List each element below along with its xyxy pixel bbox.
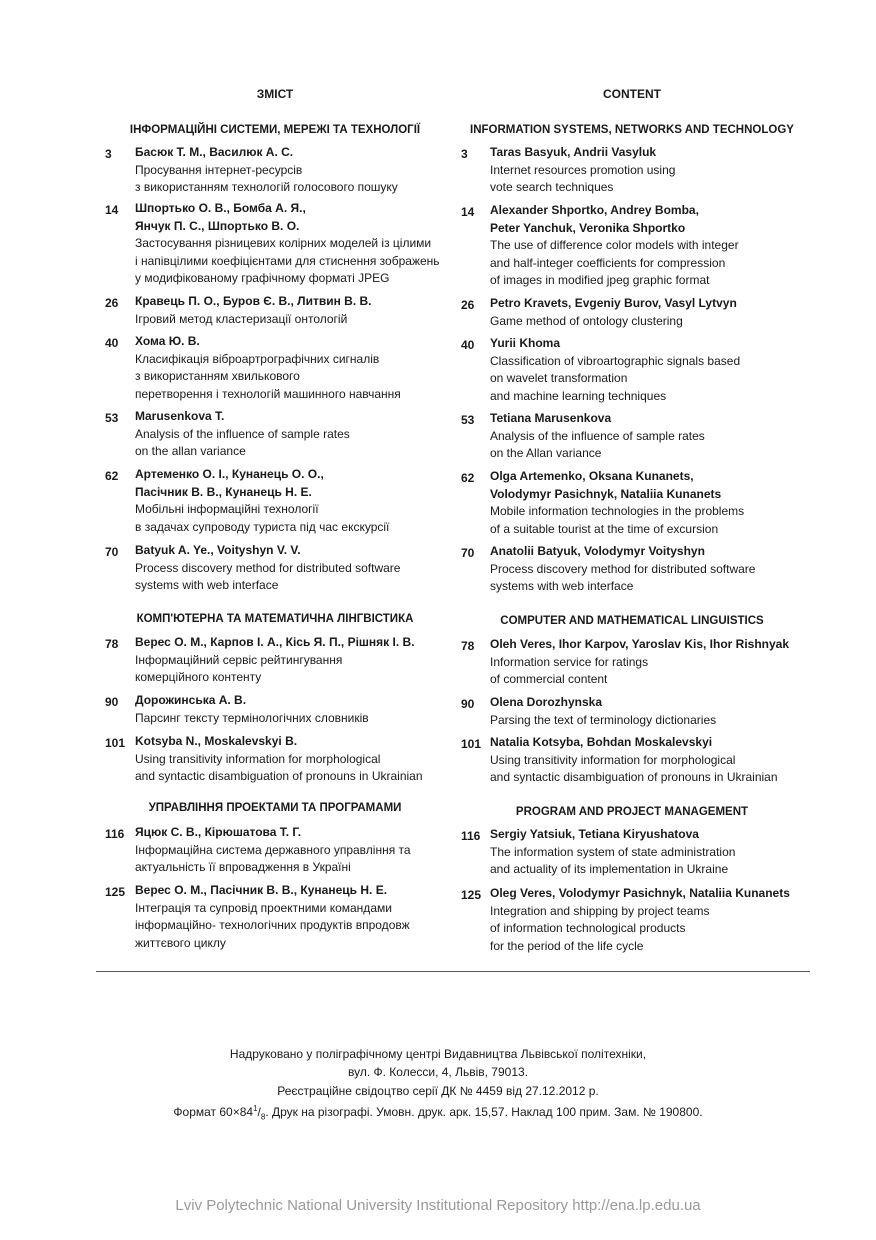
- entry-authors: Natalia Kotsyba, Bohdan Moskalevskyi: [490, 735, 713, 749]
- page-number: 14: [461, 205, 475, 219]
- entry-authors: Sergiy Yatsiuk, Tetiana Kiryushatova: [490, 827, 699, 841]
- entry-title: Process discovery method for distributed software: [135, 560, 401, 575]
- entry-title: on the allan variance: [135, 444, 246, 458]
- entry-authors: Oleh Veres, Ihor Karpov, Yaroslav Kis, Ihor Rishnyak: [490, 637, 790, 651]
- entry-title: Просування інтернет-ресурсів: [135, 162, 303, 177]
- entry-title: and syntactic disambiguation of pronouns in Ukrainian: [490, 770, 778, 784]
- page-number: 90: [105, 695, 119, 709]
- entry-authors: Volodymyr Pasichnyk, Nataliia Kunanets: [490, 486, 722, 501]
- page-number: 70: [461, 546, 475, 560]
- entry-title: of information technological products: [490, 921, 686, 935]
- entry-title: The information system of state administration: [490, 844, 736, 859]
- entry-title: Інтеграція та супровід проектними командами: [135, 900, 392, 915]
- divider-rule: [96, 971, 810, 972]
- entry-title: Парсинг тексту термінологічних словників: [135, 710, 369, 725]
- entry-authors: Taras Basyuk, Andrii Vasyluk: [490, 145, 657, 159]
- entry-title: Process discovery method for distributed software: [490, 561, 756, 576]
- imprint-line-1: Надруковано у поліграфічному центрі Видавництва Львівської політехніки,: [229, 1047, 647, 1061]
- entry-title: Game method of ontology clustering: [490, 313, 683, 328]
- entry-title: Analysis of the influence of sample rates: [490, 428, 705, 443]
- entry-authors: Yurii Khoma: [490, 336, 561, 350]
- entry-title: Classification of vibroartographic signals based: [490, 353, 741, 368]
- imprint-line-2: вул. Ф. Колесси, 4, Львів, 79013.: [347, 1065, 528, 1080]
- entry-authors: Petro Kravets, Evgeniy Burov, Vasyl Lytvyn: [490, 296, 737, 310]
- entry-authors: Кравець П. О., Буров Є. В., Литвин В. В.: [135, 294, 372, 308]
- entry-authors: Верес О. М., Пасічник В. В., Кунанець Н. Е.: [135, 883, 388, 897]
- entry-authors: Хома Ю. В.: [135, 334, 200, 348]
- entry-title: of commercial content: [490, 672, 608, 686]
- entry-title: життєвого циклу: [135, 935, 226, 950]
- entry-authors: Tetiana Marusenkova: [490, 411, 612, 425]
- page-number: 70: [105, 545, 119, 559]
- entry-title: of images in modified jpeg graphic format: [490, 273, 710, 287]
- entry-title: і напівцілими коефіцієнтами для стиснення зображень: [135, 253, 440, 268]
- entry-title: on wavelet transformation: [490, 371, 628, 385]
- entry-title: Internet resources promotion using: [490, 162, 676, 177]
- entry-authors: Oleg Veres, Volodymyr Pasichnyk, Nataliia Kunanets: [490, 886, 790, 900]
- entry-title: and half-integer coefficients for compression: [490, 255, 726, 270]
- entry-title: інформаційно- технологічних продуктів впродовж: [135, 918, 410, 932]
- entry-title: з використанням технологій голосового пошуку: [135, 180, 398, 194]
- entry-title: Mobile information technologies in the problems: [490, 504, 745, 518]
- section-heading: COMPUTER AND MATHEMATICAL LINGUISTICS: [500, 615, 764, 627]
- entry-title: Using transitivity information for morphological: [135, 751, 381, 766]
- entry-title: у модифікованому графічному форматі JPEG: [135, 271, 390, 285]
- entry-title: Інформаційна система державного управління та: [135, 842, 411, 857]
- page-number: 53: [105, 411, 119, 425]
- page-number: 40: [461, 338, 475, 352]
- entry-authors: Batyuk A. Ye., Voityshyn V. V.: [135, 543, 301, 557]
- left-toc-title: ЗМІСТ: [256, 87, 294, 101]
- page-number: 116: [461, 829, 481, 843]
- page-number: 62: [105, 469, 119, 483]
- entry-authors: Янчук П. С., Шпортько В. О.: [135, 218, 300, 233]
- page-number: 14: [105, 203, 119, 217]
- entry-authors: Kotsyba N., Moskalevskyi B.: [135, 734, 298, 748]
- entry-title: Integration and shipping by project teams: [490, 903, 710, 918]
- section-heading: ІНФОРМАЦІЙНІ СИСТЕМИ, МЕРЕЖІ ТА ТЕХНОЛОГІЇ: [129, 124, 421, 136]
- entry-title: Using transitivity information for morphological: [490, 752, 736, 767]
- entry-title: The use of difference color models with integer: [490, 238, 739, 252]
- page-number: 26: [461, 298, 475, 312]
- section-heading: INFORMATION SYSTEMS, NETWORKS AND TECHNOLOGY: [470, 124, 794, 136]
- entry-title: on the Allan variance: [490, 446, 602, 460]
- page-number: 125: [461, 888, 482, 902]
- entry-title: в задачах супроводу туриста під час екскурсії: [135, 519, 390, 534]
- section-heading: КОМП'ЮТЕРНА ТА МАТЕМАТИЧНА ЛІНГВІСТИКА: [136, 613, 414, 625]
- entry-authors: Пасічник В. В., Кунанець Н. Е.: [135, 484, 312, 499]
- entry-title: systems with web interface: [490, 579, 634, 593]
- entry-authors: Артеменко О. І., Кунанець О. О.,: [135, 467, 324, 481]
- section-heading: PROGRAM AND PROJECT MANAGEMENT: [515, 806, 749, 818]
- entry-title: Analysis of the influence of sample rates: [135, 426, 350, 441]
- imprint-line-4: Формат $60\times 84^1/_8$. Друк на різографі. Умовн. друк. арк. 15,57. Наклад 100 прим. Зам. № 190800.: [173, 1103, 703, 1122]
- page-number: 40: [105, 336, 119, 350]
- entry-title: Information service for ratings: [490, 654, 649, 669]
- entry-title: and actuality of its implementation in Ukraine: [490, 862, 729, 876]
- entry-title: Застосування різницевих колірних моделей із цілими: [135, 236, 432, 250]
- entry-authors: Alexander Shportko, Andrey Bomba,: [490, 203, 699, 217]
- entry-authors: Olga Artemenko, Oksana Kunanets,: [490, 469, 694, 483]
- page-number: 78: [461, 639, 475, 653]
- right-toc-title: CONTENT: [603, 87, 661, 101]
- entry-title: перетворення і технологій машинного навчання: [135, 386, 401, 401]
- page-number: 78: [105, 637, 119, 651]
- page-number: 101: [105, 736, 126, 750]
- entry-title: Інформаційний сервіс рейтингування: [135, 652, 343, 667]
- page-number: 3: [105, 147, 112, 161]
- entry-authors: Шпортько О. В., Бомба А. Я.,: [135, 201, 306, 215]
- page-number: 53: [461, 413, 475, 427]
- entry-authors: Басюк Т. М., Василюк А. С.: [135, 145, 294, 159]
- page-number: 26: [105, 296, 119, 310]
- page-number: 116: [105, 827, 125, 841]
- entry-title: and syntactic disambiguation of pronouns in Ukrainian: [135, 769, 423, 783]
- entry-authors: Marusenkova T.: [135, 409, 225, 423]
- imprint-line-3: Реєстраційне свідоцтво серії ДК № 4459 від 27.12.2012 р.: [277, 1083, 599, 1098]
- page-number: 90: [461, 697, 475, 711]
- entry-title: Parsing the text of terminology dictionaries: [490, 712, 717, 727]
- section-heading: УПРАВЛІННЯ ПРОЕКТАМИ ТА ПРОГРАМАМИ: [148, 802, 402, 814]
- page-number: 125: [105, 885, 126, 899]
- entry-authors: Olena Dorozhynska: [490, 695, 603, 709]
- page-number: 3: [461, 147, 468, 161]
- entry-title: vote search techniques: [490, 180, 614, 194]
- entry-title: комерційного контенту: [135, 670, 262, 684]
- entry-title: Класифікація віброартрографічних сигналів: [135, 351, 380, 366]
- imprint: [0, 1045, 876, 1127]
- entry-title: Мобільні інформаційні технології: [135, 502, 319, 516]
- entry-title: and machine learning techniques: [490, 388, 667, 403]
- page-number: 62: [461, 471, 475, 485]
- repository-footer: Lviv Polytechnic National University Institutional Repository http://ena.lp.edu.ua: [175, 1197, 701, 1214]
- entry-title: of a suitable tourist at the time of excursion: [490, 521, 719, 536]
- entry-authors: Верес О. М., Карпов І. А., Кісь Я. П., Рішняк І. В.: [135, 635, 415, 649]
- entry-title: Ігровий метод кластеризації онтологій: [135, 311, 348, 326]
- entry-authors: Яцюк С. В., Кірюшатова Т. Г.: [135, 825, 302, 839]
- entry-authors: Anatolii Batyuk, Volodymyr Voityshyn: [490, 544, 705, 558]
- entry-title: актуальність її впровадження в Україні: [135, 860, 351, 874]
- entry-title: systems with web interface: [135, 578, 279, 592]
- entry-title: з використанням хвилькового: [135, 369, 300, 383]
- entry-authors: Peter Yanchuk, Veronika Shportko: [490, 220, 686, 235]
- entry-authors: Дорожинська А. В.: [135, 693, 247, 707]
- entry-title: for the period of the life cycle: [490, 938, 644, 953]
- page-number: 101: [461, 737, 482, 751]
